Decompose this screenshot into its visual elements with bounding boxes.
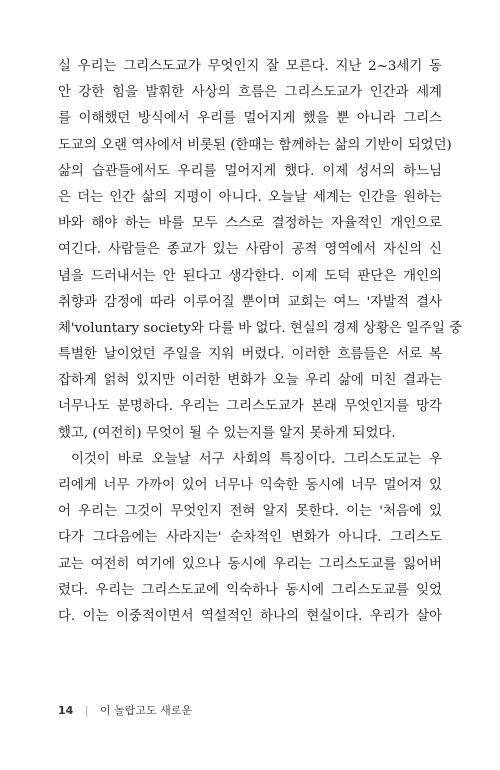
page-number: 14 — [58, 704, 74, 717]
text-line: 했고, (여전히) 무엇이 될 수 있는지를 알지 못하게 되었다. — [58, 425, 396, 441]
text-line: 다가 그다음에는 사라지는' 순차적인 변화가 아니다. 그리스도 — [58, 530, 442, 546]
text-line: 어 우리는 그것이 무엇인지 전혀 알지 못한다. 이는 '처음에 있 — [58, 504, 442, 520]
text-line: 렸다. 우리는 그리스도교에 익숙하나 동시에 그리스도교를 잊었 — [58, 582, 442, 598]
text-line: 다. 이는 이중적이면서 역설적인 하나의 현실이다. 우리가 살아 — [58, 608, 442, 624]
text-line: 삶의 습관들에서도 우리를 멀어지게 했다. 이제 성서의 하느님 — [58, 163, 442, 179]
text-line: 여긴다. 사람들은 종교가 있는 사람이 공적 영역에서 자신의 신 — [58, 242, 442, 258]
text-line: 잡하게 얽혀 있지만 이러한 변화가 오늘 우리 삶에 미친 결과는 — [58, 373, 442, 389]
text-line: 특별한 날이었던 주일을 지워 버렸다. 이러한 흐름들은 서로 복 — [58, 347, 442, 363]
page-footer — [58, 702, 192, 718]
page-body — [58, 54, 463, 630]
text-line: 너무나도 분명하다. 우리는 그리스도교가 본래 무엇인지를 망각 — [58, 399, 442, 415]
text-line: 안 강한 힘을 발휘한 사상의 흐름은 그리스도교가 인간과 세계 — [58, 85, 442, 101]
text-line: 리에게 너무 가까이 있어 너무나 익숙한 동시에 너무 멀어져 있 — [58, 478, 442, 493]
text-line: 실 우리는 그리스도교가 무엇인지 잘 모른다. 지난 2~3세기 동 — [58, 59, 442, 74]
text-line: 취향과 감정에 따라 이루어질 뿐이며 교회는 여느 '자발적 결사 — [58, 294, 442, 310]
text-line: 이것이 바로 오늘날 서구 사회의 특징이다. 그리스도교는 우 — [71, 451, 442, 467]
paragraph-1 — [58, 54, 463, 447]
footer-separator: | — [84, 704, 89, 717]
running-title: 이 놀랍고도 새로운 — [100, 704, 193, 717]
text-line: 체'voluntary society와 다를 바 없다. 현실의 경제 상황은 일주일 중 — [58, 320, 463, 336]
text-line: 념을 드러내서는 안 된다고 생각한다. 이제 도덕 판단은 개인의 — [58, 268, 442, 284]
text-line: 를 이해했던 방식에서 우리를 멀어지게 했을 뿐 아니라 그리스 — [58, 111, 442, 127]
text-line: 도교의 오랜 역사에서 비롯된 (한때는 함께하는 삶의 기반이 되었던) — [58, 137, 452, 153]
text-line: 바와 해야 하는 바를 모두 스스로 결정하는 자율적인 개인으로 — [58, 216, 442, 232]
paragraph-2 — [58, 447, 442, 630]
text-line: 교는 여전히 여기에 있으나 동시에 우리는 그리스도교를 잃어버 — [58, 556, 442, 572]
text-line: 은 더는 인간 삶의 지평이 아니다. 오늘날 세계는 인간을 원하는 — [58, 189, 442, 205]
